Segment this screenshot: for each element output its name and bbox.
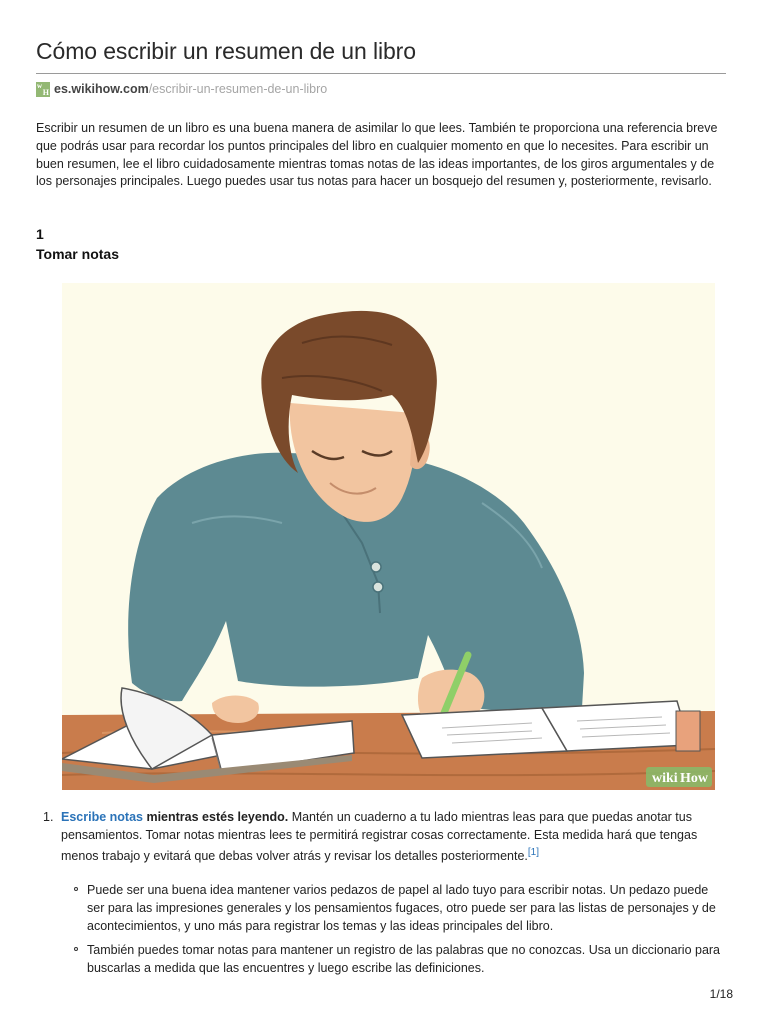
watermark-wiki: wiki [652,771,678,786]
wikihow-favicon-icon: w H [37,81,49,97]
intro-paragraph: Escribir un resumen de un libro es una buena manera de asimilar lo que lees. También te proporciona una referencia breve que podrás usar para recordar los puntos principales del libro en cualquier momento en que lo necesites. Para escribir un buen resumen, lee el libro cuidadosamente mientras tomas notas de las ideas importantes, de los giros argumentales y de los personajes principales. Luego puedes usar tus notas para hacer un bosquejo del resumen y, posteriormente, revisarlo. [36,121,718,189]
list-item [36,808,726,977]
steps-list [36,808,726,983]
bullet-icon [74,887,78,891]
watermark-how: How [680,771,708,786]
sub-list-item [61,941,726,977]
reference-link[interactable]: [1] [527,847,540,858]
item-number: 1. [43,810,54,824]
step-title: Tomar notas [36,246,119,262]
page-title: Cómo escribir un resumen de un libro [36,38,416,64]
item-text: Mantén un cuaderno a tu lado mientras leas para que puedas anotar tus pensamientos. Tomar notas mientras lees te permitirá registrar cosas correctamente. Esta medida hará que tengas menos trabajo y evitará que debas volver atrás y revisar los detalles posteriormente. [61,810,698,863]
sub-list [61,881,726,977]
wikihow-watermark [646,767,712,787]
escribe-notas-link[interactable]: Escribe notas [61,810,143,824]
step-illustration [62,283,715,790]
title-divider [36,73,726,74]
bullet-icon [74,947,78,951]
page-number: 1/18 [709,987,733,1001]
source-path: /escribir-un-resumen-de-un-libro [148,82,328,96]
step-number: 1 [36,226,44,242]
source-link[interactable] [36,81,327,97]
item-bold-lead: mientras estés leyendo. [146,810,289,824]
sub-list-item [61,881,726,935]
source-domain: es.wikihow.com [54,82,149,96]
sub-item-text: Puede ser una buena idea mantener varios pedazos de papel al lado tuyo para escribir notas. Un pedazo puede ser para las impresiones generales y los pensamientos fugaces, otro puede ser para las listas de personajes y de acontecimientos, y uno más para registrar los temas y las ideas principales del libro. [87,883,716,933]
sub-item-text: También puedes tomar notas para mantener un registro de las palabras que no conozcas. Usa un diccionario para buscarlas a medida que las encuentres y luego escribe las definiciones. [87,943,721,975]
